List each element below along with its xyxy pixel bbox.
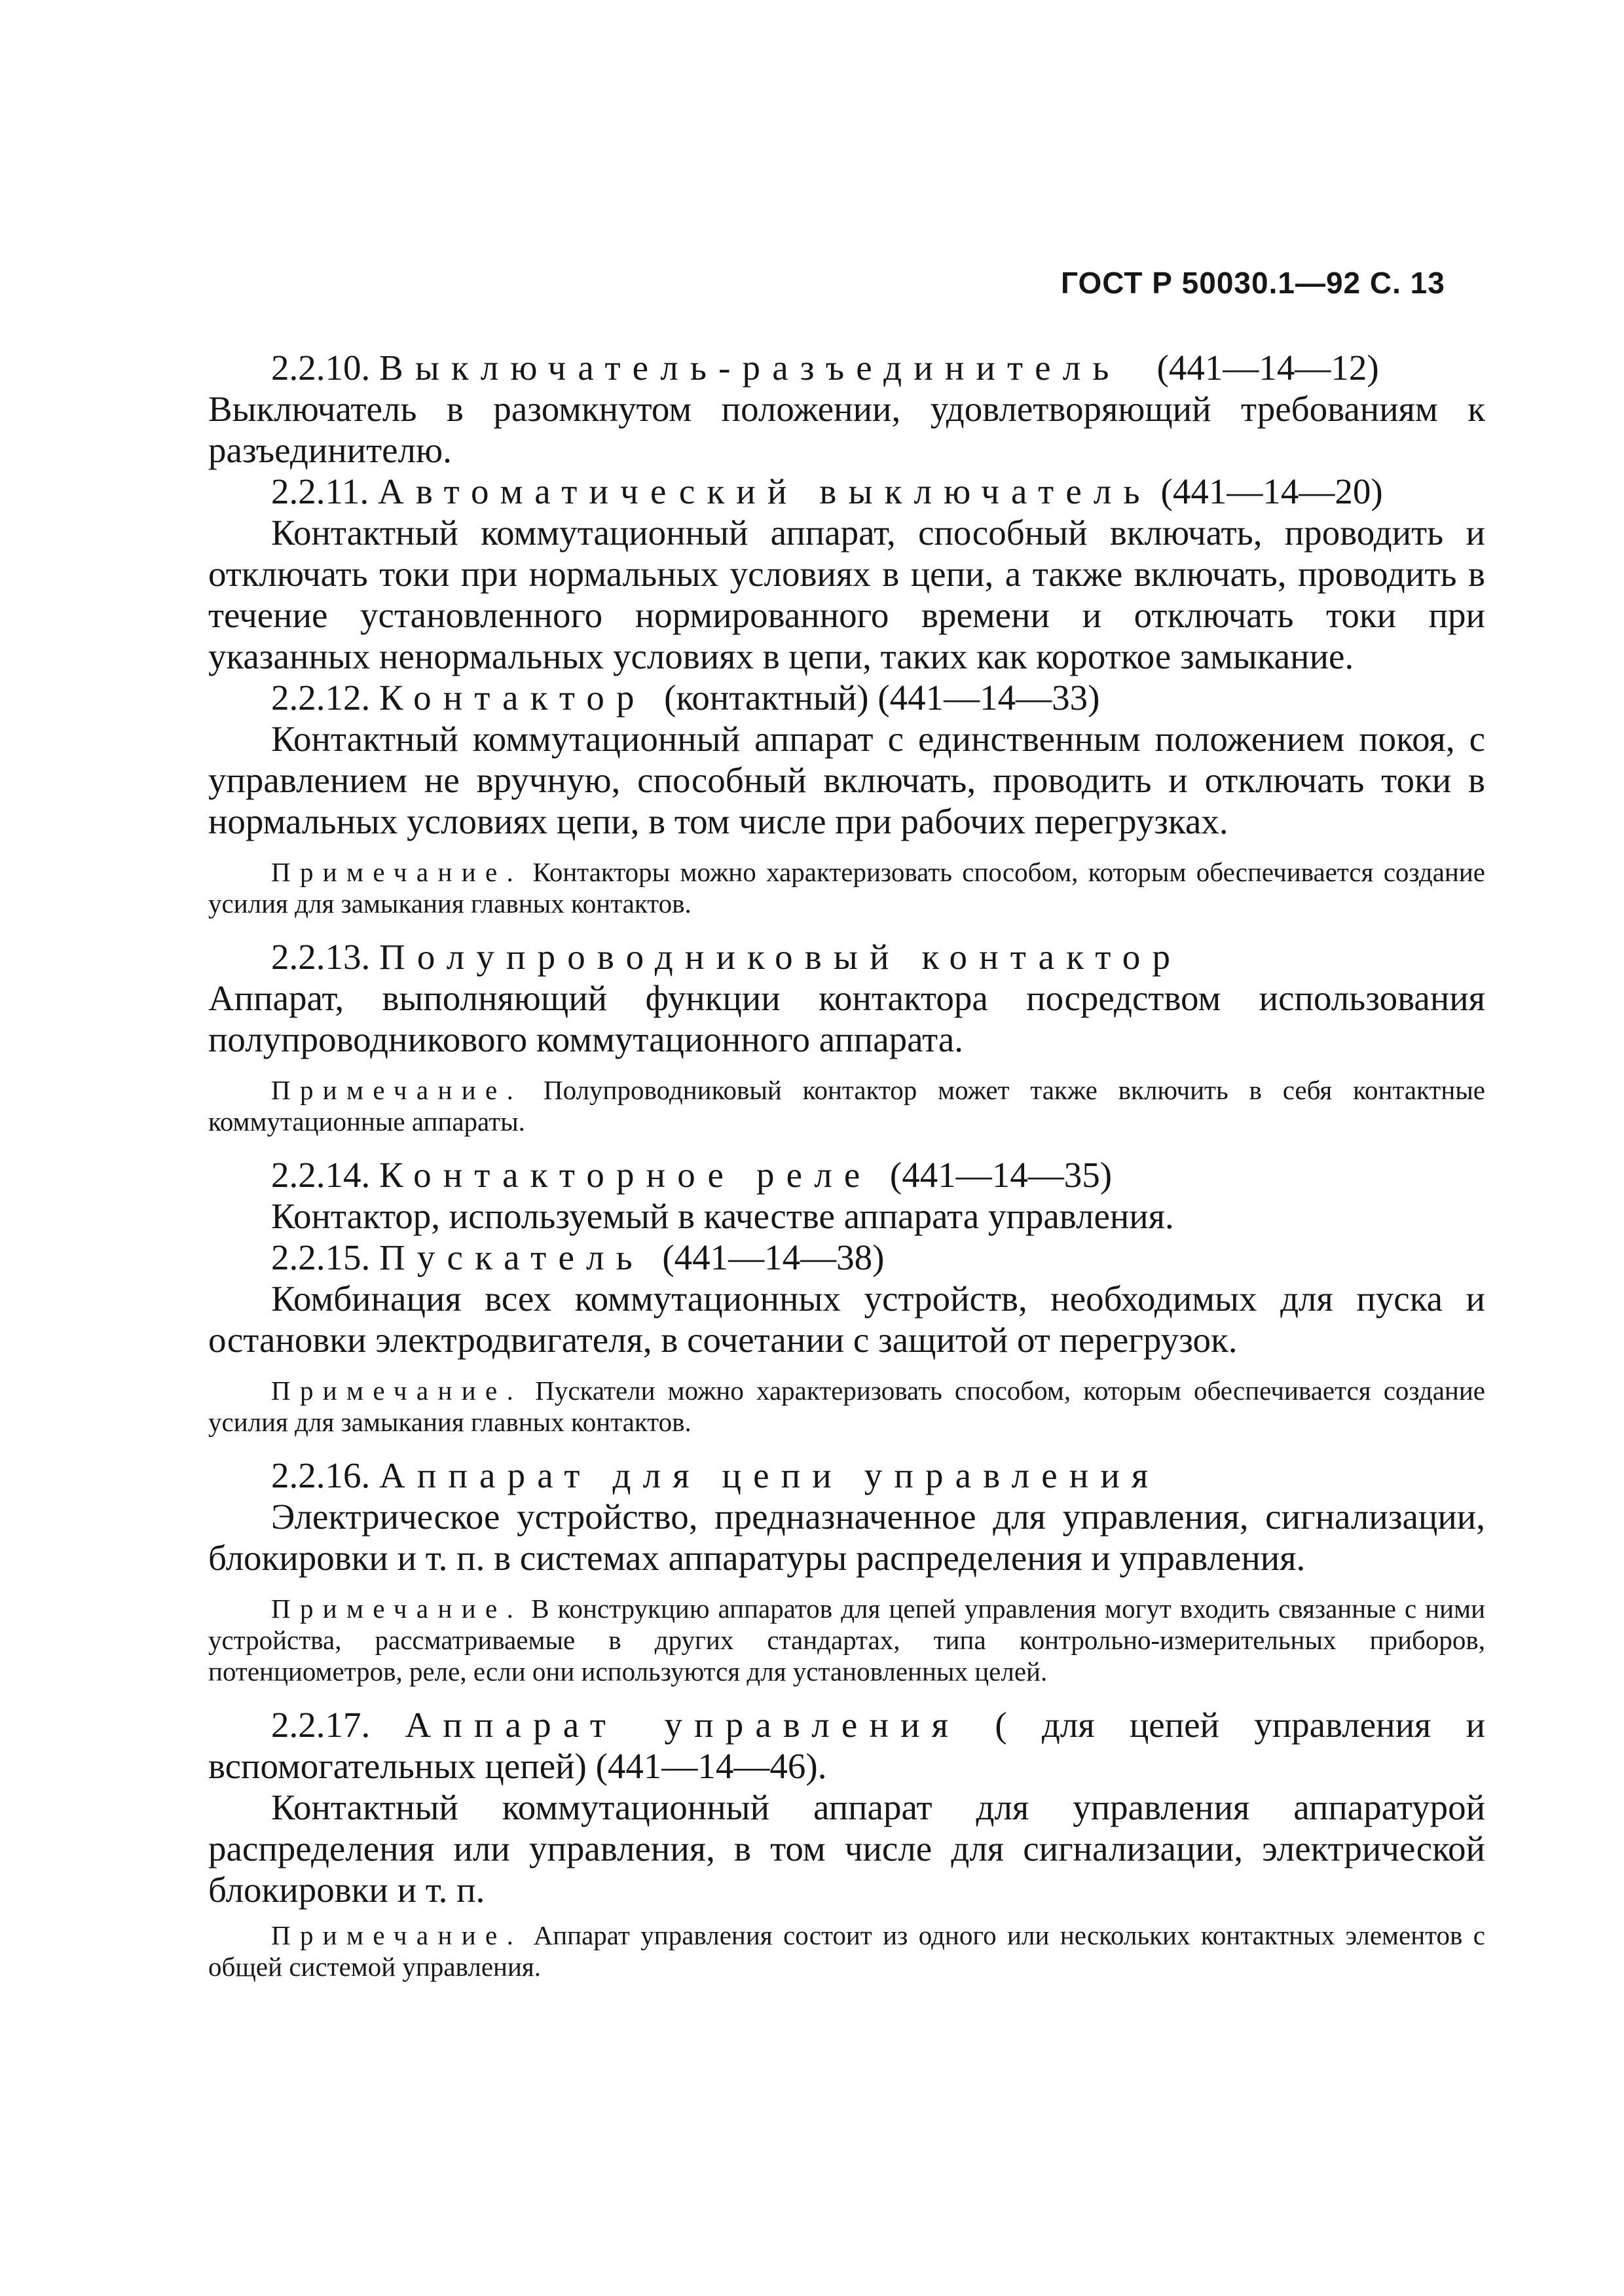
note-label: Примечание. — [271, 857, 523, 887]
term-heading-2-2-14: 2.2.14. Контакторное реле (441—14—35) — [271, 1155, 1113, 1195]
term-title: Контакторное реле — [379, 1155, 872, 1195]
term-heading-2-2-16: 2.2.16. Аппарат для цепи управления — [271, 1455, 1160, 1495]
term-definition-2-2-15: Комбинация всех коммутационных устройств, необходимых для пуска и остановки электродвигателя, в сочетании с защитой от перегрузок. — [208, 1279, 1485, 1360]
term-definition-2-2-10: Выключатель в разомкнутом положении, удовлетворяющий требованиям к разъединителю. — [208, 389, 1485, 470]
term-code: ( для цепей управления и вспомогательных цепей) (441—14—46). — [208, 1705, 1486, 1786]
note-2-2-13: Примечание. Полупроводниковый контактор может также включить в себя контактные коммутационные аппараты. — [208, 1075, 1485, 1137]
term-definition-2-2-12: Контактный коммутационный аппарат с единственным положением покоя, с управлением не вручную, способный включать, проводить и отключать токи в нормальных условиях цепи, в том числе при рабочих перегрузках. — [208, 719, 1485, 841]
term-code: (441—14—20) — [1160, 471, 1383, 511]
term-heading-2-2-11: 2.2.11. Автоматический выключатель (441—14—20) — [271, 471, 1383, 511]
note-2-2-12: Примечание. Контакторы можно характеризовать способом, которым обеспечивается создание усилия для замыкания главных контактов. — [208, 857, 1486, 919]
term-definition-2-2-13: Аппарат, выполняющий функции контактора посредством использования полупроводникового коммутационного аппарата. — [208, 978, 1485, 1059]
term-code: (441—14—38) — [662, 1237, 885, 1277]
term-heading-2-2-13: 2.2.13. Полупроводниковый контактор — [271, 937, 1183, 977]
term-code: (контактный) (441—14—33) — [664, 678, 1100, 718]
term-heading-2-2-10: 2.2.10. Выключатель-разъединитель (441—14—12) — [271, 348, 1379, 388]
note-label: Примечание. — [271, 1075, 523, 1105]
term-title: Автоматический выключатель — [377, 471, 1152, 511]
note-2-2-17: Примечание. Аппарат управления состоит из одного или нескольких контактных элементов с общей системой управления. — [208, 1920, 1485, 1982]
term-title: Контактор — [379, 678, 646, 718]
term-definition-2-2-11: Контактный коммутационный аппарат, способный включать, проводить и отключать токи при нормальных условиях в цепи, а также включать, проводить в течение установленного нормированного времени и отключать токи при указанных ненормальных условиях в цепи, таких как короткое замыкание. — [208, 513, 1485, 676]
term-title: Аппарат для цепи управления — [379, 1455, 1160, 1495]
term-title: Полупроводниковый контактор — [379, 937, 1183, 977]
term-definition-2-2-16: Электрическое устройство, предназначенное для управления, сигнализации, блокировки и т. п. в системах аппаратуры распределения и управления. — [208, 1497, 1485, 1578]
term-title: Аппарат управления — [405, 1705, 961, 1745]
term-definition-2-2-17: Контактный коммутационный аппарат для управления аппаратурой распределения или управления, в том числе для сигнализации, электрической блокировки и т. п. — [208, 1787, 1485, 1910]
note-2-2-16: Примечание. В конструкцию аппаратов для цепей управления могут входить связанные с ними устройства, рассматриваемые в других стандартах, типа контрольно-измерительных приборов, потенциометров, реле, если они используются для установленных целей. — [208, 1594, 1486, 1686]
term-heading-2-2-17: 2.2.17. Аппарат управления ( для цепей управления и вспомогательных цепей) (441—14—46). — [208, 1705, 1486, 1786]
note-label: Примечание. — [271, 1376, 523, 1406]
note-label: Примечание. — [271, 1920, 523, 1950]
page-header: ГОСТ Р 50030.1—92 С. 13 — [1061, 266, 1445, 300]
term-definition-2-2-14: Контактор, используемый в качестве аппарата управления. — [271, 1196, 1174, 1236]
term-heading-2-2-15: 2.2.15. Пускатель (441—14—38) — [271, 1237, 885, 1277]
term-heading-2-2-12: 2.2.12. Контактор (контактный) (441—14—33) — [271, 678, 1100, 718]
term-title: Выключатель-разъединитель — [379, 348, 1121, 388]
note-label: Примечание. — [271, 1594, 523, 1624]
term-code: (441—14—12) — [1156, 348, 1379, 388]
term-title: Пускатель — [379, 1237, 644, 1277]
term-code: (441—14—35) — [889, 1155, 1113, 1195]
document-body — [208, 347, 1485, 1999]
note-2-2-15: Примечание. Пускатели можно характеризовать способом, которым обеспечивается создание усилия для замыкания главных контактов. — [208, 1376, 1485, 1437]
